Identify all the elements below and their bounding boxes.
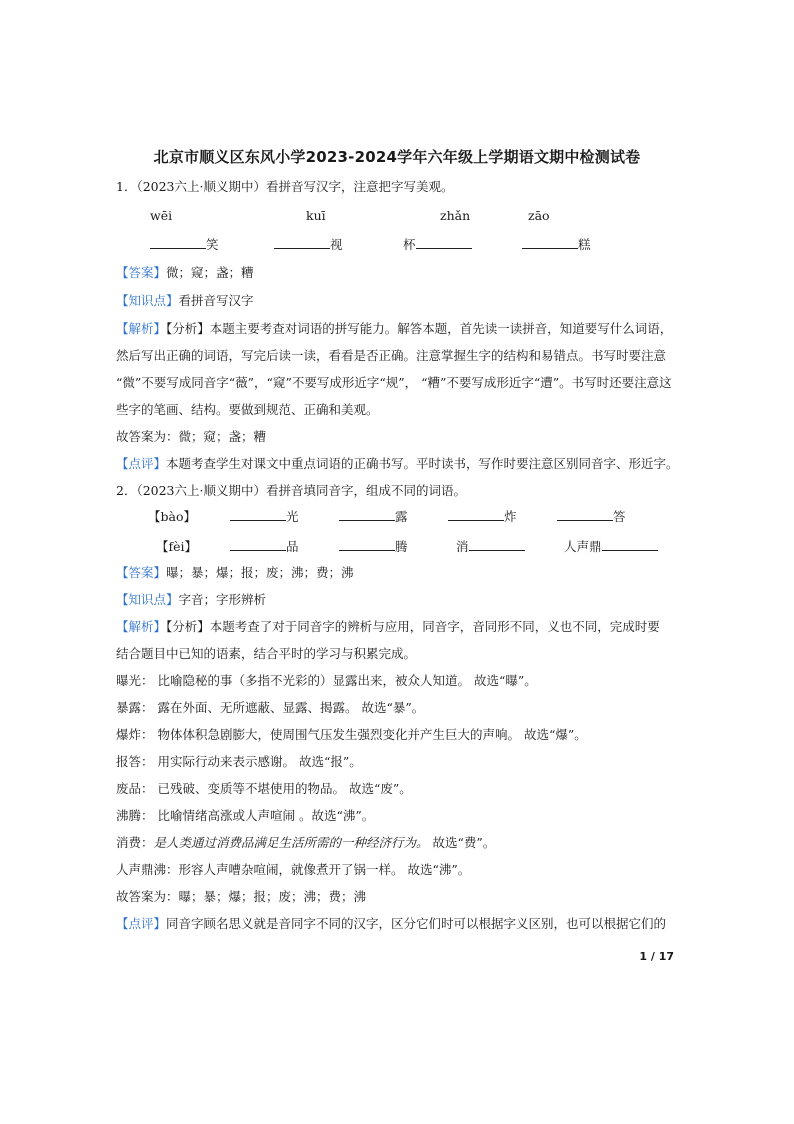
q1-item-2: 视	[274, 236, 343, 254]
q1-final: 故答案为：微；窥；盏；糟	[116, 429, 267, 444]
q2-fei-2: 腾	[339, 538, 408, 556]
page-number: 1 / 17	[639, 950, 674, 963]
q1-knowledge: 【知识点】看拼音写汉字	[116, 293, 254, 308]
q2-fei-label: 【fèi】	[156, 539, 198, 554]
answer-blank[interactable]	[557, 508, 613, 521]
q2-fei-3: 消	[456, 538, 525, 556]
q1-answer: 【答案】微；窥；盏；糟	[116, 265, 254, 280]
q1-item-1: 笑	[150, 236, 219, 254]
q1-analysis-3: “微”不要写成同音字“薇”，“窥”不要写成形近字“规”， “糟”不要写成形近字“遭”。书写时还要注意这	[116, 375, 672, 390]
q1-pinyin-2: kuī	[306, 208, 326, 223]
answer-blank[interactable]	[469, 538, 525, 551]
q2-knowledge: 【知识点】字音；字形辨析	[116, 592, 267, 607]
q1-pinyin-3: zhǎn	[440, 208, 471, 223]
q2-final: 故答案为：曝；暴；爆；报；废；沸；费；沸	[116, 889, 367, 904]
q2-def-4: 报答： 用实际行动来表示感谢。 故选“报”。	[116, 754, 362, 769]
q1-analysis-1: 【解析】【分析】本题主要考查对词语的拼写能力。解答本题，首先读一读拼音，知道要写什么词语，	[116, 321, 673, 336]
q1-pinyin-1: wēi	[150, 208, 173, 223]
q2-def-7: 消费：是人类通过消费品满足生活所需的一种经济行为。 故选“费”。	[116, 835, 496, 850]
answer-blank[interactable]	[274, 236, 330, 249]
answer-blank[interactable]	[339, 538, 395, 551]
q2-analysis-1: 【解析】【分析】本题考查了对于同音字的辨析与应用，同音字，音同形不同，义也不同，完成时要	[116, 619, 660, 634]
answer-blank[interactable]	[230, 538, 286, 551]
q2-bao-2: 露	[339, 508, 408, 526]
q2-fei-1: 品	[230, 538, 299, 556]
q2-bao-3: 炸	[448, 508, 517, 526]
q2-def-6: 沸腾： 比喻情绪高涨或人声喧闹 。故选“沸”。	[116, 808, 375, 823]
q1-analysis-4: 些字的笔画、结构。要做到规范、正确和美观。	[116, 402, 379, 417]
q2-bao-4: 答	[557, 508, 626, 526]
q1-comment: 【点评】本题考查学生对课文中重点词语的正确书写。平时读书，写作时要注意区别同音字、形近字。	[116, 456, 679, 471]
page-title: 北京市顺义区东风小学2023-2024学年六年级上学期语文期中检测试卷	[153, 148, 641, 166]
q2-analysis-2: 结合题目中已知的语素，结合平时的学习与积累完成。	[116, 646, 417, 661]
answer-blank[interactable]	[522, 236, 578, 249]
answer-blank[interactable]	[416, 236, 472, 249]
q2-bao-label: 【bào】	[148, 509, 196, 524]
q1-stem: 1．（2023六上·顺义期中）看拼音写汉字，注意把字写美观。	[116, 179, 454, 194]
answer-blank[interactable]	[150, 236, 206, 249]
answer-blank[interactable]	[602, 538, 658, 551]
q2-def-2: 暴露： 露在外面、无所遮蔽、显露、揭露。 故选“暴”。	[116, 700, 425, 715]
q2-def-1: 曝光： 比喻隐秘的事（多指不光彩的）显露出来，被众人知道。 故选“曝”。	[116, 673, 537, 688]
q2-def-3: 爆炸： 物体体积急剧膨大，使周围气压发生强烈变化并产生巨大的声响。 故选“爆”。	[116, 727, 587, 742]
q2-fei-4: 人声鼎	[564, 538, 658, 556]
q2-def-8: 人声鼎沸：形容人声嘈杂喧闹，就像煮开了锅一样。 故选“沸”。	[116, 862, 471, 877]
q1-analysis-2: 然后写出正确的词语，写完后读一读，看看是否正确。注意掌握生字的结构和易错点。书写时要注意	[116, 348, 667, 363]
q1-pinyin-4: zāo	[528, 208, 550, 223]
q1-item-3: 杯	[403, 236, 472, 254]
q1-item-4: 糕	[522, 236, 591, 254]
answer-blank[interactable]	[339, 508, 395, 521]
q2-def-5: 废品： 已残破、变质等不堪使用的物品。 故选“废”。	[116, 781, 412, 796]
q2-comment: 【点评】同音字顾名思义就是音同字不同的汉字，区分它们时可以根据字义区别，也可以根据它们的	[116, 916, 667, 931]
q2-stem: 2．（2023六上·顺义期中）看拼音填同音字，组成不同的词语。	[116, 483, 466, 498]
answer-blank[interactable]	[448, 508, 504, 521]
q2-bao-1: 光	[230, 508, 299, 526]
q2-answer: 【答案】曝；暴；爆；报；废；沸；费；沸	[116, 565, 354, 580]
answer-blank[interactable]	[230, 508, 286, 521]
